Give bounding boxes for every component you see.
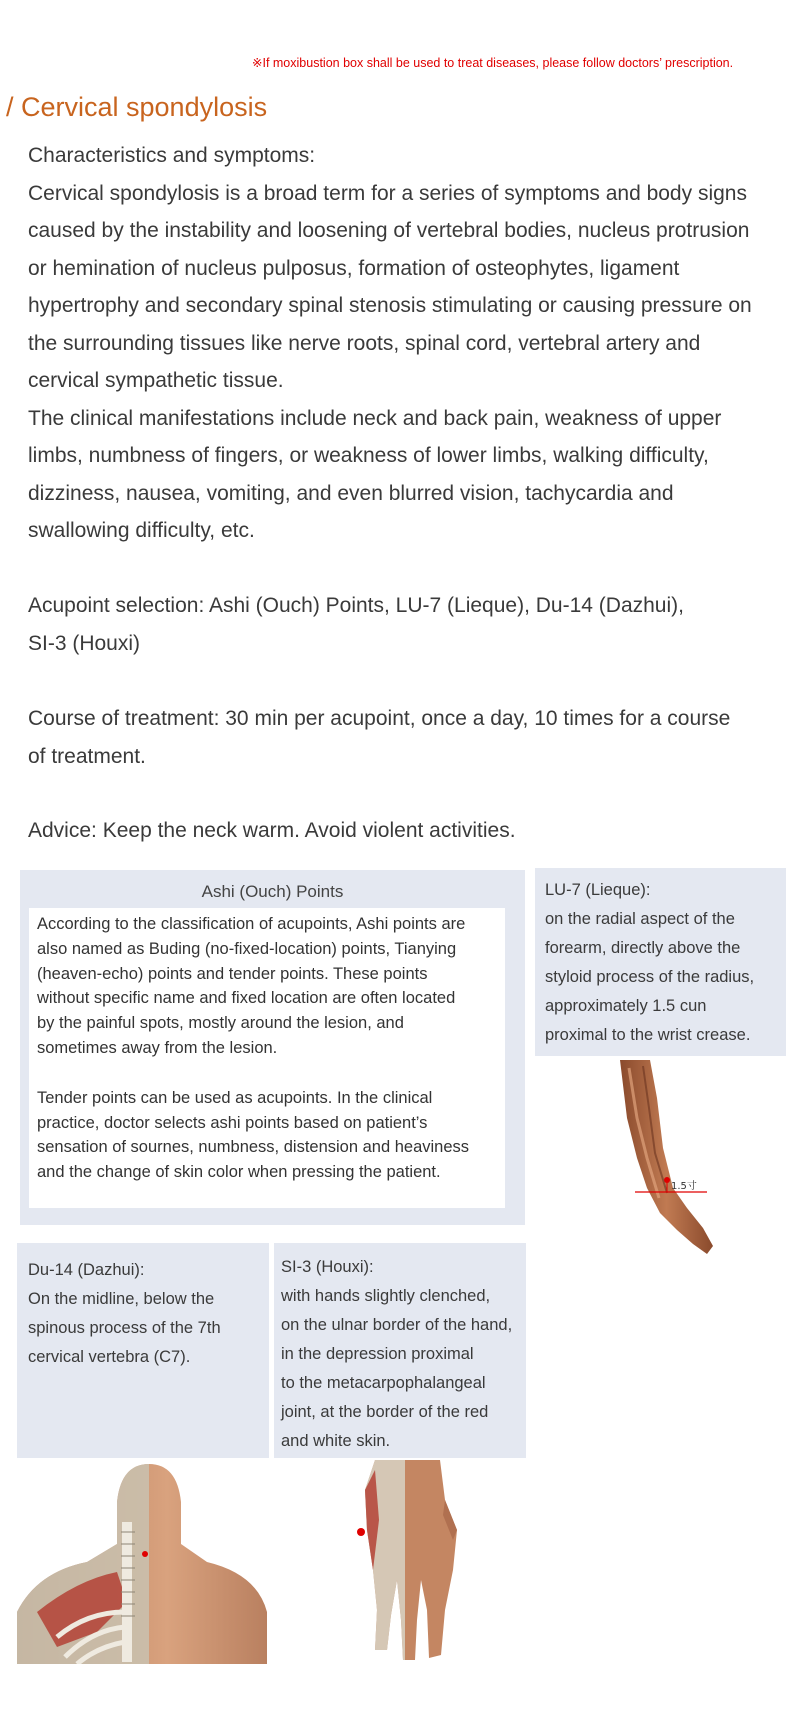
du14-line: spinous process of the 7th — [28, 1319, 221, 1337]
si3-line: and white skin. — [281, 1432, 391, 1450]
course-line: Course of treatment: 30 min per acupoint, once a day, 10 times for a course — [28, 707, 731, 730]
characteristics-line: hypertrophy and secondary spinal stenosis stimulating or causing pressure on — [28, 294, 752, 317]
ashi-para1-line: by the painful spots, mostly around the lesion, and — [37, 1014, 404, 1033]
lu7-line: on the radial aspect of the — [545, 910, 735, 928]
forearm-shape — [620, 1060, 713, 1254]
characteristics-line: dizziness, nausea, vomiting, and even blurred vision, tachycardia and — [28, 481, 674, 505]
characteristics-line: Cervical spondylosis is a broad term for a series of symptoms and body signs — [28, 181, 747, 205]
measure-label: 1.5寸 — [671, 1181, 697, 1192]
du14-title: Du-14 (Dazhui): — [28, 1261, 145, 1279]
lu7-line: approximately 1.5 cun — [545, 997, 707, 1015]
characteristics-line: caused by the instability and loosening of vertebral bodies, nucleus protrusion — [28, 219, 750, 242]
du14-line: cervical vertebra (C7). — [28, 1348, 191, 1366]
characteristics-line: or hemination of nucleus pulposus, formation of osteophytes, ligament — [28, 256, 680, 280]
advice-line: Advice: Keep the neck warm. Avoid violent activities. — [28, 819, 516, 842]
lu7-line: styloid process of the radius, — [545, 968, 755, 986]
ashi-panel-title: Ashi (Ouch) Points — [201, 882, 344, 901]
si3-line: to the metacarpophalangeal — [281, 1374, 486, 1392]
du14-panel — [17, 1243, 269, 1458]
characteristics-line: the surrounding tissues like nerve roots, spinal cord, vertebral artery and — [28, 331, 701, 355]
si3-line: on the ulnar border of the hand, — [281, 1316, 513, 1334]
ashi-para1-line: (heaven-echo) points and tender points. These points — [37, 964, 428, 983]
course-of-treatment — [28, 700, 800, 775]
ashi-para2-line: sensation of sournes, numbness, distension and heaviness — [37, 1138, 470, 1157]
acupoint-selection — [28, 587, 800, 662]
lu7-panel — [535, 868, 786, 1056]
prescription-notice: ※If moxibustion box shall be used to treat diseases, please follow doctors’ prescription. — [252, 56, 734, 70]
si3-text — [281, 1253, 512, 1456]
section-title: / Cervical spondylosis — [6, 92, 268, 122]
ashi-para1-line: also named as Buding (no-fixed-location) points, Tianying — [37, 939, 457, 958]
lu7-title: LU-7 (Lieque): — [545, 881, 651, 899]
lu7-text — [545, 876, 754, 1050]
ashi-para2-line: practice, doctor selects ashi points based on patient’s — [37, 1113, 428, 1132]
ashi-para1-line: According to the classification of acupoints, Ashi points are — [37, 915, 466, 933]
du14-line: On the midline, below the — [28, 1290, 215, 1308]
characteristics-section — [28, 137, 800, 550]
characteristics-line: cervical sympathetic tissue. — [28, 369, 284, 392]
forearm-illustration — [615, 1058, 725, 1263]
si3-line: with hands slightly clenched, — [281, 1287, 491, 1305]
lu7-line: proximal to the wrist crease. — [545, 1026, 751, 1044]
ashi-para1-line: sometimes away from the lesion. — [37, 1038, 278, 1057]
si3-title: SI-3 (Houxi): — [281, 1258, 374, 1276]
characteristics-line: The clinical manifestations include neck and back pain, weakness of upper — [28, 406, 722, 430]
course-line: of treatment. — [28, 744, 146, 768]
hand-illustration — [345, 1460, 470, 1665]
lu7-point-marker — [664, 1177, 670, 1183]
ashi-points-panel — [20, 870, 525, 1225]
si3-point-marker — [357, 1528, 365, 1536]
acupoint-selection-line: Acupoint selection: Ashi (Ouch) Points, LU-7 (Lieque), Du-14 (Dazhui), — [28, 594, 684, 617]
lu7-line: forearm, directly above the — [545, 939, 741, 957]
ashi-para1-line: without specific name and fixed location are often located — [37, 989, 456, 1008]
si3-panel — [274, 1243, 526, 1458]
ashi-para2-line: Tender points can be used as acupoints. In the clinical — [37, 1088, 433, 1107]
characteristics-heading: Characteristics and symptoms: — [28, 144, 316, 167]
du14-point-marker — [142, 1551, 148, 1557]
ashi-para2-line: and the change of skin color when pressing the patient. — [37, 1163, 441, 1182]
neck-back-illustration — [17, 1462, 267, 1664]
characteristics-line: limbs, numbness of fingers, or weakness of lower limbs, walking difficulty, — [28, 444, 709, 467]
advice — [28, 812, 800, 850]
acupoint-selection-line: SI-3 (Houxi) — [28, 631, 141, 655]
si3-line: joint, at the border of the red — [281, 1403, 489, 1421]
ashi-description-box — [29, 908, 505, 1208]
characteristics-line: swallowing difficulty, etc. — [28, 519, 255, 542]
si3-line: in the depression proximal — [281, 1345, 474, 1363]
du14-text — [28, 1256, 221, 1372]
